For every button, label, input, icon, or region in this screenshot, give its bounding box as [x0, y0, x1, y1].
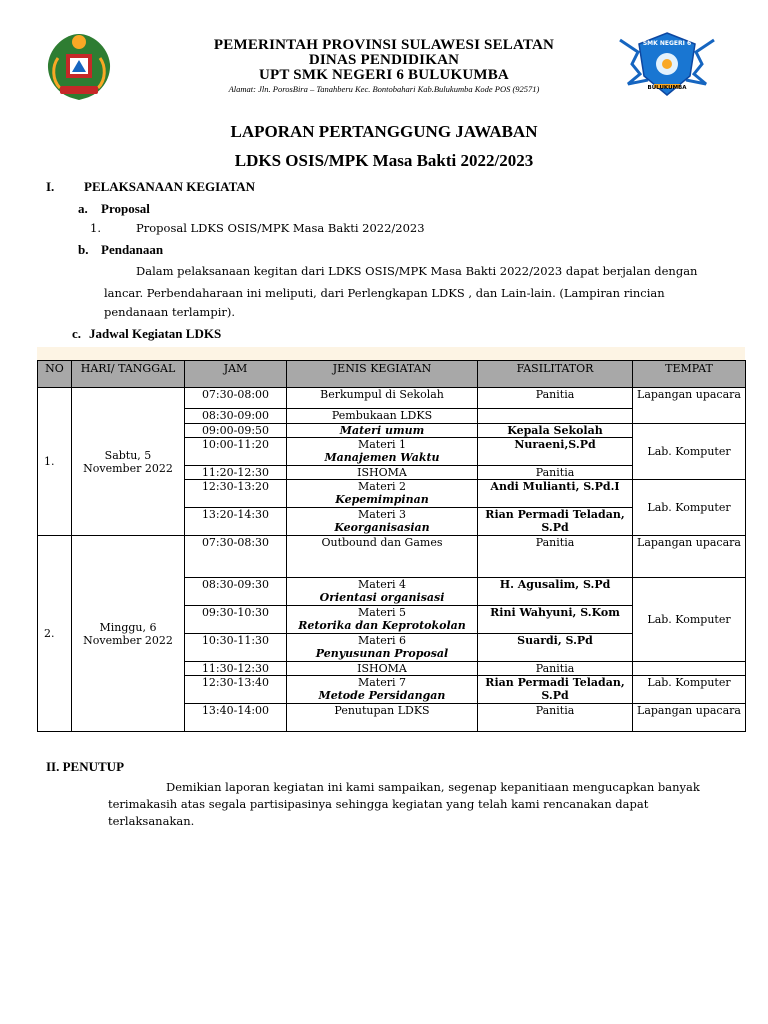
time-cell: 09:00-09:50 [185, 424, 287, 438]
activity-cell: Materi 3 Keorganisasian [287, 508, 478, 536]
item-c-heading: Jadwal Kegiatan LDKS [89, 326, 222, 341]
facilitator-cell: Rian Permadi Teladan, S.Pd [478, 676, 633, 704]
time-cell: 12:30-13:20 [185, 480, 287, 508]
facilitator-cell: Rian Permadi Teladan, S.Pd [478, 508, 633, 536]
time-cell: 07:30-08:30 [185, 536, 287, 578]
time-cell: 13:20-14:30 [185, 508, 287, 536]
activity-cell: Materi 7 Metode Persidangan [287, 676, 478, 704]
proposal-item-text: Proposal LDKS OSIS/MPK Masa Bakti 2022/2023 [136, 221, 425, 235]
activity-cell: Materi 5 Retorika dan Keprotokolan [287, 606, 478, 634]
time-cell: 07:30-08:00 [185, 388, 287, 409]
col-header-no: NO [38, 361, 72, 388]
place-cell: Lab. Komputer [633, 676, 746, 704]
funding-paragraph-line-2: lancar. Perbendaharaan ini meliputi, dari Perlengkapan LDKS , dan Lain-lain. (Lampiran rincian [104, 286, 665, 300]
time-cell: 11:20-12:30 [185, 466, 287, 480]
funding-paragraph-line-3: pendanaan terlampir). [104, 305, 236, 319]
item-c-label: c. [72, 326, 82, 341]
day-2-number: 2. [38, 536, 72, 732]
activity-cell: Pembukaan LDKS [287, 409, 478, 424]
letterhead-line-2: DINAS PENDIDIKAN [308, 52, 460, 68]
facilitator-cell: Panitia [478, 536, 633, 578]
time-cell: 08:30-09:30 [185, 578, 287, 606]
section-1-heading: PELAKSANAAN KEGIATAN [84, 179, 256, 194]
closing-paragraph-line-3: terlaksanakan. [108, 814, 195, 828]
facilitator-cell: Panitia [478, 704, 633, 732]
time-cell: 10:30-11:30 [185, 634, 287, 662]
closing-paragraph-line-2: terimakasih atas segala partisipasinya sehingga kegiatan yang telah kami rencanakan dapat [108, 797, 649, 811]
activity-cell: ISHOMA [287, 662, 478, 676]
activity-cell: Materi 4 Orientasi organisasi [287, 578, 478, 606]
day-1-number: 1. [38, 388, 72, 536]
facilitator-cell: Panitia [478, 662, 633, 676]
time-cell: 10:00-11:20 [185, 438, 287, 466]
activity-cell: Materi umum [287, 424, 478, 438]
activity-cell: Materi 1 Manajemen Waktu [287, 438, 478, 466]
facilitator-cell: Nuraeni,S.Pd [478, 438, 633, 466]
time-cell: 08:30-09:00 [185, 409, 287, 424]
day-1-date: Sabtu, 5 November 2022 [72, 388, 185, 536]
section-2-heading: II. PENUTUP [46, 759, 125, 774]
place-cell [633, 662, 746, 676]
place-cell: Lapangan upacara [633, 704, 746, 732]
table-row [38, 388, 746, 409]
facilitator-cell: Kepala Sekolah [478, 424, 633, 438]
proposal-item-number: 1. [90, 221, 101, 235]
report-title-line-1: LAPORAN PERTANGGUNG JAWABAN [230, 122, 538, 141]
letterhead-address: Alamat: Jln. PorosBira – Tanahberu Kec. Bontobahari Kab.Bulukumba Kode POS (92571) [228, 84, 540, 94]
time-cell: 12:30-13:40 [185, 676, 287, 704]
report-title-line-2: LDKS OSIS/MPK Masa Bakti 2022/2023 [234, 151, 534, 170]
facilitator-cell [478, 409, 633, 424]
col-header-date: HARI/ TANGGAL [72, 361, 185, 388]
schedule-table [37, 360, 746, 732]
col-header-activity: JENIS KEGIATAN [287, 361, 478, 388]
activity-cell: ISHOMA [287, 466, 478, 480]
facilitator-cell: Andi Mulianti, S.Pd.I [478, 480, 633, 508]
school-logo-bottom-text: BULUKUMBA [647, 85, 687, 91]
activity-cell: Outbound dan Games [287, 536, 478, 578]
facilitator-cell: Suardi, S.Pd [478, 634, 633, 662]
day-2-date: Minggu, 6 November 2022 [72, 536, 185, 732]
item-a-heading: Proposal [101, 201, 150, 216]
letterhead-line-1: PEMERINTAH PROVINSI SULAWESI SELATAN [213, 37, 555, 53]
funding-paragraph-line-1: Dalam pelaksanaan kegitan dari LDKS OSIS/MPK Masa Bakti 2022/2023 dapat berjalan dengan [136, 264, 698, 278]
item-a-label: a. [78, 201, 88, 216]
time-cell: 13:40-14:00 [185, 704, 287, 732]
facilitator-cell: Rini Wahyuni, S.Kom [478, 606, 633, 634]
table-row [38, 536, 746, 578]
item-b-heading: Pendanaan [101, 242, 164, 257]
table-top-band [37, 347, 745, 360]
place-cell: Lab. Komputer [633, 480, 746, 536]
place-cell: Lapangan upacara [633, 388, 746, 424]
closing-paragraph-line-1: Demikian laporan kegiatan ini kami sampaikan, segenap kepanitiaan mengucapkan banyak [166, 780, 700, 794]
activity-cell: Penutupan LDKS [287, 704, 478, 732]
school-logo-top-text: SMK NEGERI 6 [642, 40, 692, 47]
place-cell: Lab. Komputer [633, 424, 746, 480]
item-b-label: b. [78, 242, 89, 257]
facilitator-cell: Panitia [478, 466, 633, 480]
place-cell: Lapangan upacara [633, 536, 746, 578]
letterhead-line-3: UPT SMK NEGERI 6 BULUKUMBA [259, 67, 509, 83]
time-cell: 11:30-12:30 [185, 662, 287, 676]
activity-cell: Berkumpul di Sekolah [287, 388, 478, 409]
facilitator-cell: H. Agusalim, S.Pd [478, 578, 633, 606]
activity-cell: Materi 2 Kepemimpinan [287, 480, 478, 508]
col-header-facilitator: FASILITATOR [478, 361, 633, 388]
table-header-row [38, 361, 746, 388]
facilitator-cell: Panitia [478, 388, 633, 409]
col-header-time: JAM [185, 361, 287, 388]
place-cell: Lab. Komputer [633, 578, 746, 662]
activity-cell: Materi 6 Penyusunan Proposal [287, 634, 478, 662]
section-1-number: I. [46, 179, 55, 194]
time-cell: 09:30-10:30 [185, 606, 287, 634]
col-header-place: TEMPAT [633, 361, 746, 388]
